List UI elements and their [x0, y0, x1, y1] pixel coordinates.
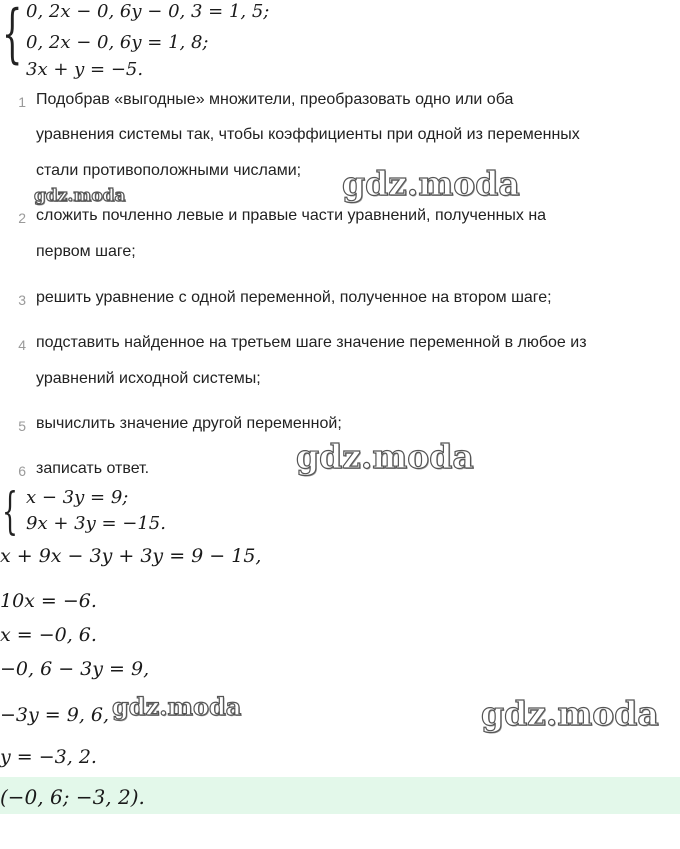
- step-number-3: 3: [18, 292, 26, 308]
- watermark-logo: gdz.moda: [481, 694, 659, 733]
- brace-icon: {: [2, 0, 23, 71]
- solution-line-1: x + 9x − 3y + 3y = 9 − 15,: [0, 545, 262, 567]
- step-2-line-2: первом шаге;: [36, 243, 136, 260]
- system-1-equation-2: 0, 2x − 0, 6y = 1, 8;: [26, 32, 209, 53]
- system-2-equation-2: 9x + 3y = −15.: [26, 513, 166, 534]
- system-2-equation-1: x − 3y = 9;: [26, 487, 129, 508]
- system-1-equation-3: 3x + y = −5.: [26, 59, 144, 80]
- solution-line-6: y = −3, 2.: [0, 746, 97, 768]
- step-number-4: 4: [18, 337, 26, 353]
- step-4-line-1: подставить найденное на третьем шаге значение переменной в любое из: [36, 334, 587, 351]
- step-number-5: 5: [18, 418, 26, 434]
- watermark-logo: gdz.moda: [342, 164, 520, 203]
- step-number-1: 1: [18, 94, 26, 110]
- watermark-logo: gdz.moda: [34, 186, 126, 206]
- step-1-line-2: уравнения системы так, чтобы коэффициенты при одной из переменных: [36, 126, 580, 143]
- step-5-line-1: вычислить значение другой переменной;: [36, 415, 342, 432]
- step-number-6: 6: [18, 463, 26, 479]
- watermark-logo: gdz.moda: [296, 437, 474, 476]
- solution-line-5: −3y = 9, 6,: [0, 704, 110, 726]
- step-1-line-1: Подобрав «выгодные» множители, преобразовать одно или оба: [36, 91, 514, 108]
- system-1-equation-1: 0, 2x − 0, 6y − 0, 3 = 1, 5;: [26, 1, 270, 22]
- step-number-2: 2: [18, 210, 26, 226]
- step-4-line-2: уравнений исходной системы;: [36, 370, 261, 387]
- brace-icon: {: [2, 482, 18, 540]
- step-2-line-1: сложить почленно левые и правые части уравнений, полученных на: [36, 207, 547, 224]
- answer: (−0, 6; −3, 2).: [0, 785, 145, 809]
- solution-line-4: −0, 6 − 3y = 9,: [0, 658, 150, 680]
- solution-line-2: 10x = −6.: [0, 590, 97, 612]
- watermark-logo: gdz.moda: [112, 692, 242, 721]
- step-1-line-3: стали противоположными числами;: [36, 162, 302, 179]
- solution-line-3: x = −0, 6.: [0, 624, 97, 646]
- step-6-line-1: записать ответ.: [36, 460, 150, 477]
- step-3-line-1: решить уравнение с одной переменной, полученное на втором шаге;: [36, 289, 552, 306]
